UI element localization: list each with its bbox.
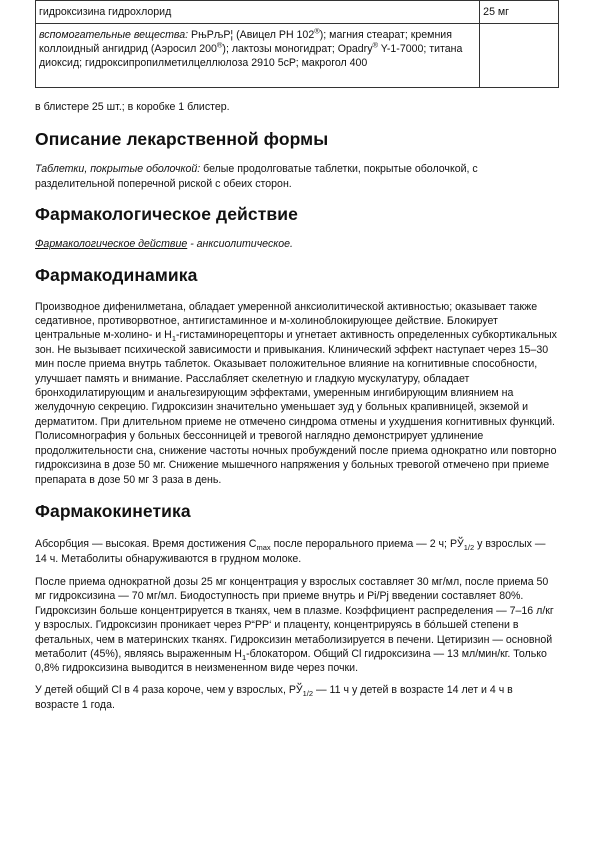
description-label: Таблетки, покрытые оболочкой:: [35, 163, 201, 176]
pharmacokinetics-text: Абсорбция — высокая. Время достижения C: [35, 537, 257, 550]
pharmacokinetics-text: — 11 ч у детей в возрасте 14 лет и 4 ч в возрасте 1 года.: [35, 683, 513, 711]
pharm-action-paragraph: [35, 237, 559, 251]
pharmacokinetics-text: после перорального приема — 2 ч; РЎ: [270, 537, 464, 550]
section-heading-pharmacokinetics: Фармакокинетика: [35, 500, 191, 521]
subscript: 1/2: [302, 688, 314, 698]
excipients-cell: [36, 24, 480, 88]
pharm-action-text: - анксиолитическое.: [187, 238, 293, 251]
pharmacokinetics-text: После приема однократной дозы 25 мг концентрация у взрослых составляет 30 мг/мл, после приема 50 мг гидроксизина — 70 мг/мл. Биодоступность при приеме внутрь и Рі/Рј введении составляет 80%. Гидроксизин больше концентрируется в тканях, чем в плазме. Коэффициент распределения — 7–16 л/кг у взрослых. Гидроксизин проникает через Р“РР‘ и плаценту, концентрируясь в бо́льшей степени в фетальных, чем в материнских тканях. Гидроксизин метаболизируется в печени. Цетиризин — основной метаболит (45%), являясь выраженным Н: [35, 575, 554, 660]
section-heading-description: Описание лекарственной формы: [35, 129, 329, 150]
pharmacokinetics-text: -блокатором. Общий Cl гидроксизина — 13 мл/мин/кг. Только 0,8% гидроксизина выводится в неизмененном виде через почки.: [35, 647, 547, 675]
excipients-label: вспомогательные вещества:: [39, 29, 189, 41]
registered-mark: ®: [314, 26, 320, 36]
pharmacokinetics-paragraph-3: [35, 683, 559, 713]
pharmacodynamics-paragraph: [35, 300, 559, 487]
document-page: [35, 0, 559, 713]
composition-table: [35, 0, 559, 88]
pharm-action-label: Фармакологическое действие: [35, 238, 188, 251]
excipients-text: РњРљР¦ (Авицел PH 102: [188, 29, 315, 41]
pharmacokinetics-text: у взрослых — 14 ч. Метаболиты обнаруживаются в грудном молоке.: [35, 537, 546, 565]
active-substance-amount: 25 мг: [483, 6, 510, 18]
active-substance-name: гидроксизина гидрохлорид: [39, 6, 172, 18]
subscript: 1: [241, 653, 247, 663]
subscript: 1: [171, 334, 176, 344]
active-substance-cell: [36, 1, 480, 24]
registered-mark: ®: [372, 40, 379, 50]
section-heading-pharmacodynamics: Фармакодинамика: [35, 264, 198, 285]
description-text: белые продолговатые таблетки, покрытые оболочкой, с разделительной поперечной риской с обеих сторон.: [35, 163, 478, 190]
subscript: max: [256, 543, 271, 553]
table-row: [36, 1, 559, 24]
pharmacodynamics-text: -гистаминорецепторы и угнетает активность определенных субкортикальных зон. Не вызывает психической зависимости и привыкания. Клинический эффект наступает через 15–30 мин после приема внутрь таблеток. Оказывает положительное влияние на когнитивные способности, улучшает память и внимание. Расслабляет скелетную и гладкую мускулатуру, обладает бронходилатирующим и анальгезирующим эффектами, умеренным ингибирующим влиянием на желудочную секрецию. Гидроксизин значительно уменьшает зуд у больных крапивницей, экземой и дерматитом. При длительном приеме не отмечено синдрома отмены и ухудшения когнитивных функций. Полисомнография у больных бессонницей и тревогой наглядно демонстрирует удлинение продолжительности сна, снижение частоты ночных пробуждений после приема однократно или повторно гидроксизина в дозе 50 мг. Снижение мышечного напряжения у больных тревогой отмечено при приеме препарата в дозе 50 мг 3 раза в день.: [35, 329, 557, 486]
section-heading-pharm-action: Фармакологическое действие: [35, 204, 298, 225]
active-substance-amount-cell: [480, 1, 559, 24]
pharmacokinetics-paragraph-2: [35, 575, 559, 676]
excipients-text: Y-1-7000; титана диоксид; гидроксипропилметилцеллюлоза 2910 5сР; макрогол 400: [39, 43, 463, 69]
pharmacokinetics-text: У детей общий Cl в 4 раза короче, чем у взрослых, РЎ: [35, 683, 303, 696]
excipients-amount-cell: [480, 24, 559, 88]
pharmacodynamics-text: Производное дифенилметана, обладает умеренной анксиолитической активностью; оказывает также седативное, противорвотное, антигистаминное и м-холиноблокирующее действие. Блокирует центральные м-холино- и Н: [35, 300, 538, 342]
packaging-text: в блистере 25 шт.; в коробке 1 блистер.: [35, 101, 230, 113]
registered-mark: ®: [216, 40, 223, 50]
table-row: [36, 24, 559, 88]
excipients-text: ); лактозы моногидрат; Opadry: [222, 43, 373, 55]
pharmacokinetics-paragraph-1: [35, 537, 559, 567]
description-paragraph: [35, 162, 559, 191]
subscript: 1/2: [463, 543, 475, 553]
excipients-text: ); магния стеарат; кремния коллоидный ангидрид (Аэросил 200: [39, 29, 452, 55]
